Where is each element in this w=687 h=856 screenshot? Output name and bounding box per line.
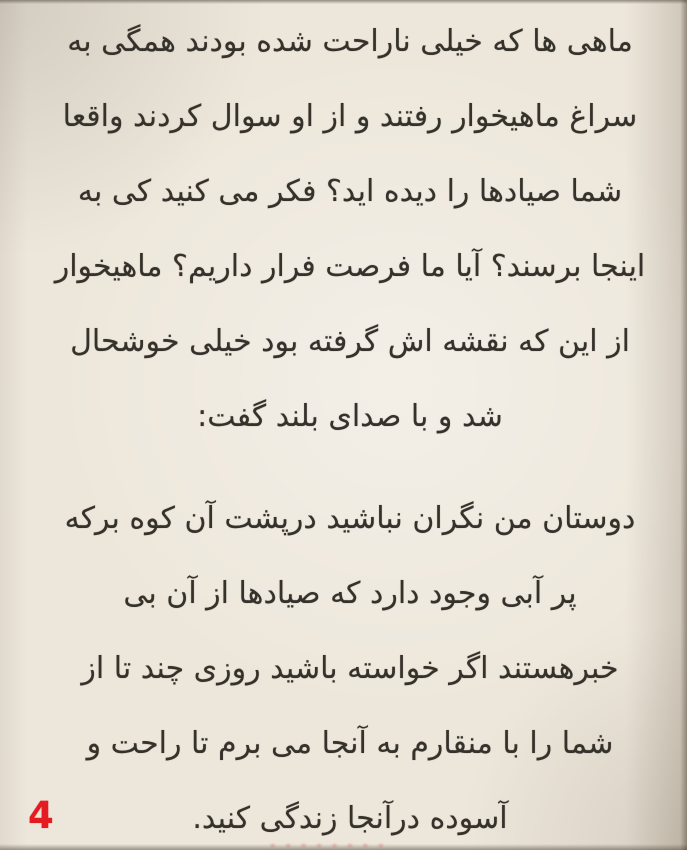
text-line: دوستان من نگران نباشید درپشت آن کوه برکه xyxy=(64,501,636,536)
text-line: سراغ ماهیخوار رفتند و از او سوال کردند واقعا xyxy=(62,99,638,134)
text-line: از این که نقشه اش گرفته بود خیلی خوشحال xyxy=(70,324,630,359)
paragraph-2 xyxy=(40,481,660,856)
text-line: ماهی ها که خیلی ناراحت شده بودند همگی به xyxy=(67,24,633,59)
story-text xyxy=(40,4,660,856)
text-line: شد و با صدای بلند گفت: xyxy=(197,399,503,434)
paragraph-1 xyxy=(40,4,660,454)
text-line: پر آبی وجود دارد که صیادها از آن بی xyxy=(123,576,577,611)
watermark-remnant: •••••••• xyxy=(268,837,392,856)
text-line: آسوده درآنجا زندگی کنید. xyxy=(192,801,508,836)
text-line: شما را با منقارم به آنجا می برم تا راحت و xyxy=(86,726,614,761)
text-line: خبرهستند اگر خواسته باشید روزی چند تا از xyxy=(81,651,619,686)
page-number: 4 xyxy=(28,794,54,837)
text-line: اینجا برسند؟ آیا ما فرصت فرار داریم؟ ماهیخوار xyxy=(54,249,646,284)
text-line: شما صیادها را دیده اید؟ فکر می کنید کی به xyxy=(77,174,623,209)
